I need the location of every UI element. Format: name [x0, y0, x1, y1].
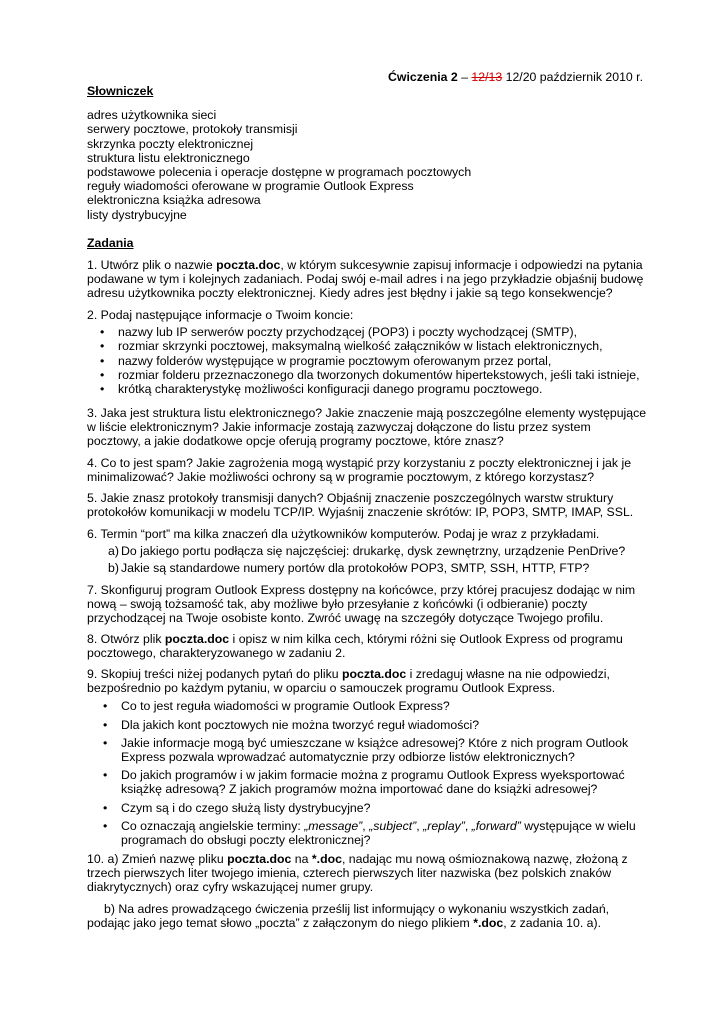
sub-text: Jakie są standardowe numery portów dla protokołów POP3, SMTP, SSH, HTTP, FTP?: [121, 561, 590, 576]
task-10b-text-b: , z zadania 10. a).: [503, 916, 602, 931]
list-item: • Dla jakich kont pocztowych nie można tworzyć reguł wiadomości?: [87, 718, 647, 732]
exercise-title: Ćwiczenia 2: [388, 70, 458, 84]
task-7: 7. Skonfiguruj program Outlook Express dostępny na końcówce, przy której pracujesz dodając w nim nową – swoją tożsamość tak, aby możliwe było przesyłanie z końcówki (i odbieranie) poczty przychodzącej na Twoje osobiste konto. Zwróć uwagę na szczegóły dotyczące Twojego profilu.: [87, 583, 636, 626]
task-8-text-b: i opisz w nim kilka cech, którymi różni się Outlook Express od programu pocztowego, charakteryzowanego w zadaniu 2.: [87, 632, 623, 661]
task-1-text-a: 1. Utwórz plik o nazwie: [87, 258, 217, 272]
separator: ,: [362, 818, 370, 833]
task-2: [87, 308, 647, 396]
task-9-intro: [87, 667, 647, 695]
task-10a: [87, 852, 647, 895]
term-replay: „replay”: [423, 818, 465, 833]
task-10b: [87, 902, 647, 930]
glossary-item: serwery pocztowe, protokoły transmisji: [87, 122, 298, 137]
sub-letter: b): [108, 561, 119, 576]
task-1-filename: poczta.doc: [216, 258, 281, 272]
task-10b-text-a: b) Na adres prowadzącego ćwiczenia prześlij list informujący o wykonaniu wszystkich zadań, podając jako jego temat słowo „poczta” z załączonym do niego plikiem: [87, 902, 610, 931]
task-9-filename: poczta.doc: [341, 667, 407, 681]
list-item: • Do jakich programów i w jakim formacie można z programu Outlook Express wyeksportować książkę adresową? Z jakich programów można importować dane do książki adresowej?: [87, 768, 647, 796]
task-2-intro: 2. Podaj następujące informacje o Twoim koncie:: [87, 308, 354, 322]
sub-text: Do jakiego portu podłącza się najczęściej: drukarkę, dysk zewnętrzny, urządzenie PenDrive?: [121, 544, 626, 559]
glossary-item: adres użytkownika sieci: [87, 108, 217, 123]
glossary-item: skrzynka poczty elektronicznej: [87, 136, 254, 151]
term-subject: „subject”: [369, 818, 417, 833]
list-item: • krótką charakterystykę możliwości konfiguracji danego programu pocztowego.: [87, 382, 647, 396]
task-1: [87, 258, 647, 301]
task-10a-filename: poczta.doc: [227, 852, 292, 866]
struck-date: 12/13: [471, 70, 503, 84]
list-item: • rozmiar skrzynki pocztowej, maksymalną wielkość załączników w listach elektronicznych,: [87, 339, 647, 353]
glossary-item: elektroniczna książka adresowa: [87, 193, 261, 208]
list-item: • rozmiar folderu przeznaczonego dla tworzonych dokumentów hipertekstowych, jeśli taki istnieje,: [87, 368, 647, 382]
task-1-text-b: , w którym sukcesywnie zapisuj informacje i odpowiedzi na pytania podawane w tym i kolejnych zadaniach. Podaj swój e-mail adres i na jego przykładzie objaśnij budowę adresu użytkownika poczty elektronicznej. Kiedy adres jest błędny i jakie są tego konsekwencje?: [87, 258, 644, 301]
task-6-intro: 6. Termin “port” ma kilka znaczeń dla użytkowników komputerów. Podaj je wraz z przykładami.: [87, 527, 600, 541]
task-5: 5. Jakie znasz protokoły transmisji danych? Objaśnij znaczenie poszczególnych warstw struktury protokołów komunikacji w modelu TCP/IP. Wyjaśnij znaczenie skrótów: IP, POP3, SMTP, IMAP, SSL.: [87, 491, 634, 520]
task-9-text-b: i zredaguj własne na nie odpowiedzi, bezpośrednio po każdym pytaniu, w oparciu o samouczek programu Outlook Express.: [87, 667, 610, 696]
task-2-list: [87, 325, 647, 396]
task-10a-text-b: na: [291, 852, 312, 866]
sub-letter: a): [108, 544, 119, 559]
task-10a-pattern: *.doc: [311, 852, 342, 866]
list-item: • Co to jest reguła wiadomości w programie Outlook Express?: [87, 699, 647, 713]
tasks-title-row: [87, 236, 647, 250]
list-item-text: występujące w wielu programach do obsługi poczty elektronicznej?: [121, 818, 636, 848]
document-header: [388, 70, 644, 84]
task-6: [87, 527, 647, 576]
header-dash: –: [461, 70, 468, 84]
glossary-item: listy dystrybucyjne: [87, 207, 187, 222]
separator: ,: [464, 818, 472, 833]
separator: ,: [416, 818, 424, 833]
tasks-title: Zadania: [87, 236, 134, 250]
list-item: • Czym są i do czego służą listy dystrybucyjne?: [87, 801, 647, 815]
term-forward: „forward”: [471, 818, 521, 833]
list-item-text: Co oznaczają angielskie terminy:: [121, 818, 305, 833]
task-8-text-a: 8. Otwórz plik: [87, 632, 165, 646]
task-9: [87, 667, 647, 851]
glossary-item: struktura listu elektronicznego: [87, 150, 250, 165]
list-item: [87, 819, 647, 847]
list-item: • nazwy folderów występujące w programie pocztowym oferowanym przez portal,: [87, 354, 647, 368]
task-10a-text-c: , nadając mu nową ośmioznakową nazwę, złożoną z trzech pierwszych liter twojego imienia, czterech pierwszych liter nazwiska (bez polskich znaków diakrytycznych) oraz cyfry wskazującej numer grupy.: [87, 852, 628, 895]
task-8: [87, 632, 647, 660]
task-8-filename: poczta.doc: [164, 632, 230, 646]
list-item: • nazwy lub IP serwerów poczty przychodzącej (POP3) i poczty wychodzącej (SMTP),: [87, 325, 647, 339]
list-item: • Jakie informacje mogą być umieszczane w książce adresowej? Które z nich program Outlook Express pozwala wprowadzać automatycznie przy odbiorze listów elektronicznych?: [87, 736, 647, 764]
task-6-sub-b: [87, 561, 647, 575]
term-message: „message”: [304, 818, 363, 833]
glossary-title: Słowniczek: [87, 84, 154, 98]
task-10a-text-a: 10. a) Zmień nazwę pliku: [87, 852, 228, 866]
task-9-list: [87, 699, 647, 847]
glossary-item: podstawowe polecenia i operacje dostępne w programach pocztowych: [87, 164, 472, 179]
task-3: 3. Jaka jest struktura listu elektronicznego? Jakie znaczenie mają poszczególne elementy występujące w liście elektronicznym? Jakie informacje zostają zazwyczaj dołączone do listu przez system pocztowy, a jakie dodatkowe opcje oferują programy pocztowe, które znasz?: [87, 406, 647, 449]
header-date: 12/20 październik 2010 r.: [505, 70, 644, 84]
task-6-sub-a: [87, 544, 647, 558]
task-9-text-a: 9. Skopiuj treści niżej podanych pytań do pliku: [87, 667, 342, 681]
task-10b-pattern: *.doc: [473, 916, 504, 931]
glossary-item: reguły wiadomości oferowane w programie Outlook Express: [87, 179, 414, 194]
glossary-section: [87, 84, 647, 222]
task-4: 4. Co to jest spam? Jakie zagrożenia mogą wystąpić przy korzystaniu z poczty elektronicznej i jak je minimalizować? Jakie możliwości ochrony są w programie pocztowym, z którego korzystasz?: [87, 456, 632, 485]
